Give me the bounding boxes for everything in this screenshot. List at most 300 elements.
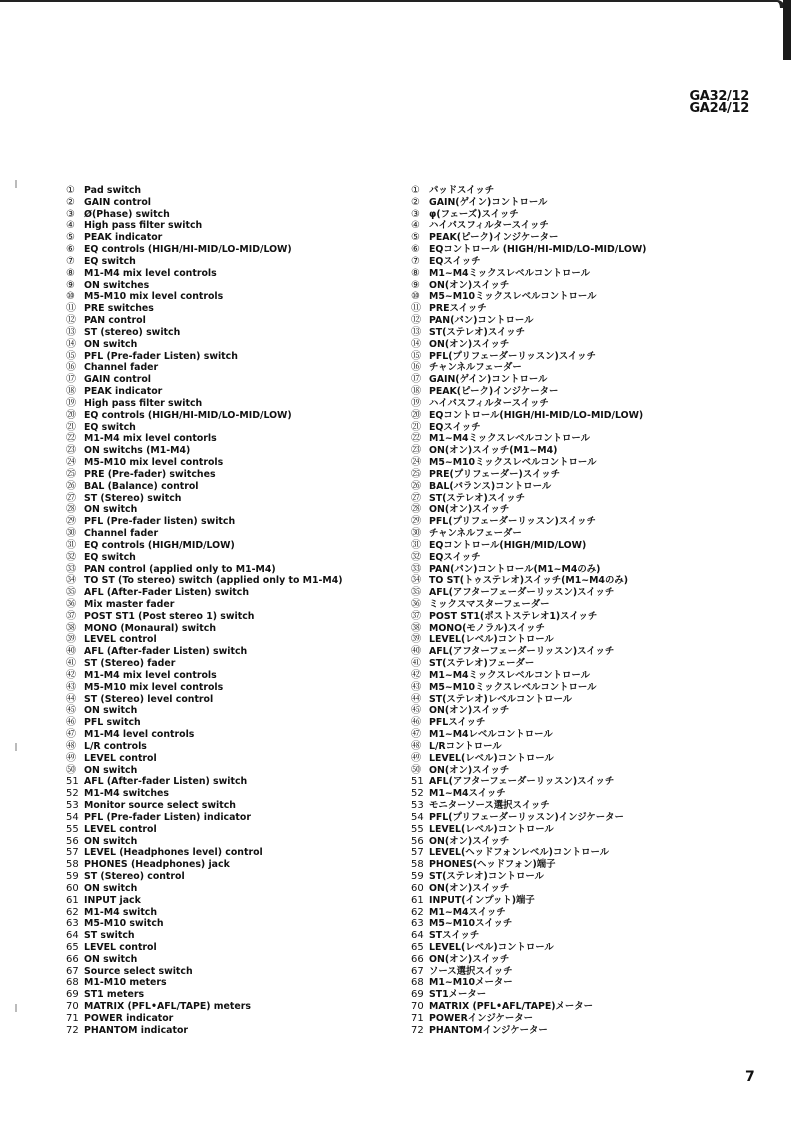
list-item (66, 729, 343, 741)
list-item (66, 776, 343, 788)
list-item (66, 185, 343, 197)
item-label: ON switch (84, 953, 138, 965)
item-label: LEVEL (Headphones level) control (84, 847, 263, 859)
list-item (411, 670, 646, 682)
item-label: M5~M10ミックスレベルコントロール (429, 457, 597, 469)
item-number: ㉖ (411, 480, 421, 492)
item-number: ㊹ (66, 693, 76, 705)
item-number: ㉒ (411, 433, 421, 445)
list-item (66, 374, 343, 386)
item-label: ST(ステレオ)フェーダー (429, 658, 535, 670)
item-label: PFL switch (84, 717, 141, 729)
item-label: Pad switch (84, 185, 142, 196)
list-item (66, 327, 343, 339)
item-label: M1-M4 mix level controls (84, 669, 217, 681)
list-item (411, 481, 646, 493)
item-label: EQスイッチ (429, 421, 481, 433)
item-label: PHONES (Headphones) jack (84, 859, 230, 871)
item-number: 68 (411, 977, 424, 989)
item-label: POST ST1 (Post stereo 1) switch (84, 610, 255, 622)
item-number: ⑧ (66, 267, 75, 279)
item-label: POWER indicator (84, 1012, 174, 1024)
list-item (66, 741, 343, 753)
list-item (411, 800, 646, 812)
list-item (411, 907, 646, 919)
list-item (66, 966, 343, 978)
item-number: ㊻ (411, 717, 421, 729)
item-number: ④ (411, 220, 420, 232)
item-number: ⑩ (66, 291, 75, 303)
item-label: M1~M4ミックスレベルコントロール (429, 433, 590, 445)
list-item (66, 457, 343, 469)
item-number: ⑤ (411, 232, 420, 244)
item-number: ⑫ (411, 315, 421, 327)
item-label: BAL (Balance) control (84, 480, 199, 492)
item-label: EQコントロール(HIGH/HI-MID/LO-MID/LOW) (429, 409, 644, 421)
item-label: LEVEL(レベル)コントロール (429, 823, 554, 835)
item-number: ㉗ (66, 492, 76, 504)
item-number: ㊶ (411, 658, 421, 670)
item-number: ㉞ (411, 575, 421, 587)
list-item (66, 611, 343, 623)
list-item (66, 445, 343, 457)
item-label: ST (Stereo) fader (84, 658, 176, 670)
list-item (411, 930, 646, 942)
item-label: ST (Stereo) switch (84, 492, 182, 504)
item-number: 54 (411, 811, 424, 823)
list-item (411, 398, 646, 410)
item-label: チャンネルフェーダー (429, 362, 522, 374)
list-item (66, 268, 343, 280)
list-item (66, 824, 343, 836)
list-item (411, 280, 646, 292)
item-label: PAN(パン)コントロール (429, 315, 534, 327)
item-number: 71 (66, 1012, 79, 1024)
item-number: ⑪ (66, 303, 76, 315)
item-number: ⑯ (411, 362, 421, 374)
list-item (66, 646, 343, 658)
list-item (411, 410, 646, 422)
list-item (411, 1013, 646, 1025)
list-item (411, 268, 646, 280)
item-label: PREスイッチ (429, 303, 487, 315)
item-label: M1-M4 switch (84, 906, 158, 918)
list-item (66, 682, 343, 694)
item-label: M1~M4スイッチ (429, 906, 506, 918)
item-label: LEVEL control (84, 942, 157, 953)
item-number: ⑩ (411, 291, 420, 303)
item-label: Ø(Phase) switch (84, 208, 170, 220)
item-number: ① (66, 185, 75, 196)
item-number: ㊱ (66, 598, 76, 610)
item-number: 59 (66, 871, 79, 883)
item-number: ㉟ (411, 587, 421, 599)
item-label: ST(ステレオ)コントロール (429, 871, 544, 883)
list-item (411, 327, 646, 339)
list-item (411, 362, 646, 374)
list-item (66, 422, 343, 434)
list-item (411, 197, 646, 209)
item-number: ⑳ (411, 409, 421, 421)
list-item (411, 942, 646, 954)
margin-mark (15, 1004, 17, 1012)
item-label: ST1メーター (429, 989, 487, 1001)
item-number: ⑨ (66, 279, 75, 291)
item-label: Source select switch (84, 965, 193, 977)
item-number: ⑰ (411, 374, 421, 386)
item-label: PFL(プリフェーダーリッスン)スイッチ (429, 516, 596, 528)
list-item (411, 339, 646, 351)
item-number: 58 (411, 859, 424, 871)
list-item (66, 954, 343, 966)
list-item (411, 185, 646, 197)
list-item (66, 232, 343, 244)
list-item (411, 989, 646, 1001)
item-label: M1~M10メーター (429, 977, 513, 989)
list-item (411, 977, 646, 989)
item-label: PFL(プリフェーダーリッスン)スイッチ (429, 350, 596, 362)
item-label: ON switch (84, 338, 138, 350)
item-number: ④ (66, 220, 75, 232)
item-number: ㊵ (411, 646, 421, 658)
item-number: 66 (66, 953, 79, 965)
list-item (411, 658, 646, 670)
item-number: ㊲ (411, 610, 421, 622)
list-item (411, 422, 646, 434)
list-item (66, 1001, 343, 1013)
list-item (66, 504, 343, 516)
list-item (411, 575, 646, 587)
list-item (411, 386, 646, 398)
item-label: ハイパスフィルタースイッチ (429, 397, 549, 409)
item-label: ON(オン)スイッチ (429, 338, 510, 350)
list-item (66, 812, 343, 824)
item-number: ㉖ (66, 480, 76, 492)
item-number: ㊷ (411, 669, 421, 681)
item-label: PFL (Pre-fader Listen) indicator (84, 811, 251, 823)
item-label: PAN(パン)コントロール(M1~M4のみ) (429, 563, 601, 575)
list-item (66, 907, 343, 919)
item-number: ⑰ (66, 374, 76, 386)
item-number: ㉜ (411, 551, 421, 563)
item-label: LEVEL(ヘッドフォンレベル)コントロール (429, 847, 610, 859)
item-number: ㉕ (66, 468, 76, 480)
item-label: M5-M10 switch (84, 918, 164, 930)
list-item (411, 753, 646, 765)
item-label: PRE (Pre-fader) switches (84, 468, 216, 480)
list-item (66, 859, 343, 871)
item-number: ⑭ (66, 338, 76, 350)
item-label: INPUT jack (84, 894, 141, 906)
item-label: M5~M10ミックスレベルコントロール (429, 291, 597, 303)
list-item (411, 209, 646, 221)
item-label: GAIN control (84, 196, 151, 208)
item-label: ON switch (84, 882, 138, 894)
list-item (411, 457, 646, 469)
list-item (411, 374, 646, 386)
item-number: ㊴ (66, 634, 76, 646)
japanese-parts-list (411, 185, 646, 1037)
item-number: 58 (66, 859, 79, 871)
list-item (411, 918, 646, 930)
item-label: LEVEL(レベル)コントロール (429, 634, 554, 646)
item-label: INPUT(インプット)端子 (429, 894, 535, 906)
list-item (411, 599, 646, 611)
list-item (66, 599, 343, 611)
list-item (66, 433, 343, 445)
item-label: LEVEL control (84, 634, 157, 646)
item-label: PHONES(ヘッドフォン)端子 (429, 859, 556, 871)
list-item (66, 280, 343, 292)
list-item (66, 493, 343, 505)
item-label: LEVEL control (84, 752, 157, 764)
item-number: ㉔ (411, 457, 421, 469)
item-label: M1-M10 meters (84, 977, 167, 989)
item-label: PEAK indicator (84, 232, 163, 244)
item-number: ㊼ (66, 729, 76, 741)
item-number: 59 (411, 871, 424, 883)
list-item (66, 658, 343, 670)
list-item (66, 989, 343, 1001)
page-top-rule (0, 0, 785, 8)
item-label: M1~M4スイッチ (429, 788, 506, 800)
list-item (411, 552, 646, 564)
item-label: POWERインジケーター (429, 1012, 534, 1024)
item-label: LEVEL control (84, 823, 157, 835)
item-label: MONO(モノラル)スイッチ (429, 622, 545, 634)
item-label: PRE(プリフェーダー)スイッチ (429, 468, 560, 480)
list-item (66, 788, 343, 800)
item-label: チャンネルフェーダー (429, 528, 522, 540)
item-label: M5~M10ミックスレベルコントロール (429, 681, 597, 693)
item-label: Channel fader (84, 528, 159, 540)
item-label: GAIN(ゲイン)コントロール (429, 196, 548, 208)
item-label: ON(オン)スイッチ (429, 705, 510, 717)
item-label: EQスイッチ (429, 551, 481, 563)
list-item (411, 528, 646, 540)
item-label: φ(フェーズ)スイッチ (429, 208, 519, 220)
list-item (66, 339, 343, 351)
item-number: ㊹ (411, 693, 421, 705)
item-number: ㊶ (66, 658, 76, 670)
list-item (66, 670, 343, 682)
list-item (411, 741, 646, 753)
item-number: ㉛ (66, 539, 76, 551)
item-number: ⑭ (411, 338, 421, 350)
item-number: ⑫ (66, 315, 76, 327)
item-label: AFL(アフターフェーダーリッスン)スイッチ (429, 776, 615, 788)
item-label: PEAK(ピーク)インジケーター (429, 386, 559, 398)
item-number: ⑤ (66, 232, 75, 244)
list-item (411, 623, 646, 635)
item-number: ㊸ (66, 681, 76, 693)
item-label: PRE switches (84, 303, 154, 315)
english-parts-list (66, 185, 343, 1037)
item-number: ㉓ (66, 445, 76, 457)
item-number: 55 (66, 823, 79, 835)
item-number: ㉙ (66, 516, 76, 528)
item-label: ミックスマスターフェーダー (429, 598, 550, 610)
item-number: 60 (411, 882, 424, 894)
item-number: ㊵ (66, 646, 76, 658)
item-label: L/Rコントロール (429, 740, 502, 752)
list-item (411, 1001, 646, 1013)
item-number: 53 (411, 800, 424, 812)
item-number: 67 (411, 965, 424, 977)
item-number: 62 (66, 906, 79, 918)
item-number: ㉔ (66, 457, 76, 469)
list-item (411, 646, 646, 658)
item-label: AFL (After-fader Listen) switch (84, 776, 248, 788)
item-number: ㊽ (411, 740, 421, 752)
item-label: ON(オン)スイッチ (429, 279, 510, 291)
list-item (411, 540, 646, 552)
list-item (411, 859, 646, 871)
item-number: ⑥ (411, 244, 420, 256)
item-number: ㊱ (411, 598, 421, 610)
list-item (411, 717, 646, 729)
item-number: ㊾ (411, 752, 421, 764)
list-item (66, 516, 343, 528)
item-number: ① (411, 185, 420, 196)
item-label: High pass filter switch (84, 397, 203, 409)
item-label: BAL(バランス)コントロール (429, 480, 552, 492)
item-label: M1-M4 mix level contorls (84, 433, 217, 445)
item-label: EQ switch (84, 255, 136, 267)
list-item (66, 410, 343, 422)
list-item (66, 575, 343, 587)
item-label: MATRIX (PFL•AFL/TAPE) meters (84, 1001, 251, 1013)
item-number: 51 (411, 776, 424, 788)
list-item (411, 824, 646, 836)
item-label: ON(オン)スイッチ (429, 835, 510, 847)
page-number: 7 (745, 1069, 755, 1085)
item-number: 64 (66, 930, 79, 942)
item-number: ㉜ (66, 551, 76, 563)
item-label: PHANTOMインジケーター (429, 1024, 548, 1036)
item-number: 56 (411, 835, 424, 847)
list-item (66, 930, 343, 942)
item-label: ST (stereo) switch (84, 326, 181, 338)
list-item (66, 871, 343, 883)
item-number: ⑦ (66, 255, 75, 267)
list-item (66, 587, 343, 599)
list-item (411, 587, 646, 599)
list-item (66, 351, 343, 363)
item-label: M1-M4 mix level controls (84, 267, 217, 279)
item-label: Channel fader (84, 362, 159, 374)
list-item (66, 303, 343, 315)
list-item (66, 836, 343, 848)
item-label: PFL (Pre-fader listen) switch (84, 516, 236, 528)
item-label: POST ST1(ポストステレオ1)スイッチ (429, 610, 598, 622)
item-number: 64 (411, 930, 424, 942)
item-number: ㉕ (411, 468, 421, 480)
list-item (411, 788, 646, 800)
item-number: 52 (411, 788, 424, 800)
item-number: ⑪ (411, 303, 421, 315)
list-item (66, 942, 343, 954)
list-item (411, 516, 646, 528)
list-item (66, 694, 343, 706)
list-item (66, 256, 343, 268)
item-label: LEVEL(レベル)コントロール (429, 942, 554, 953)
item-number: 52 (66, 788, 79, 800)
item-number: 72 (66, 1024, 79, 1036)
list-item (66, 197, 343, 209)
item-label: GAIN control (84, 374, 151, 386)
item-number: ㊺ (411, 705, 421, 717)
item-label: ハイパスフィルタースイッチ (429, 220, 549, 232)
item-number: 63 (66, 918, 79, 930)
list-item (66, 634, 343, 646)
item-number: 61 (411, 894, 424, 906)
item-number: ⑱ (66, 386, 76, 398)
item-number: ② (411, 196, 420, 208)
item-number: ㊽ (66, 740, 76, 752)
item-number: ⑦ (411, 255, 420, 267)
item-label: PFLスイッチ (429, 717, 486, 729)
list-item (411, 634, 646, 646)
item-label: ON switch (84, 764, 138, 776)
list-item (66, 623, 343, 635)
item-label: M5-M10 mix level controls (84, 681, 224, 693)
item-number: 56 (66, 835, 79, 847)
item-label: ON switch (84, 835, 138, 847)
item-label: AFL(アフターフェーダーリッスン)スイッチ (429, 646, 615, 658)
list-item (66, 220, 343, 232)
list-item (66, 540, 343, 552)
item-number: 68 (66, 977, 79, 989)
item-number: 65 (66, 942, 79, 953)
item-label: EQ switch (84, 551, 136, 563)
item-number: 55 (411, 823, 424, 835)
item-label: Monitor source select switch (84, 800, 236, 812)
item-number: ⑥ (66, 244, 75, 256)
item-label: ソース選択スイッチ (429, 965, 513, 977)
item-label: PHANTOM indicator (84, 1024, 189, 1036)
model-header (689, 91, 749, 115)
item-label: ST (Stereo) control (84, 871, 185, 883)
list-item (411, 883, 646, 895)
list-item (411, 694, 646, 706)
item-number: 69 (66, 989, 79, 1001)
item-label: ST1 meters (84, 989, 145, 1001)
item-number: ㉚ (411, 528, 421, 540)
list-item (411, 445, 646, 457)
list-item (66, 386, 343, 398)
item-label: EQコントロール (HIGH/HI-MID/LO-MID/LOW) (429, 244, 647, 256)
item-label: EQ controls (HIGH/HI-MID/LO-MID/LOW) (84, 409, 292, 421)
list-item (411, 966, 646, 978)
item-label: LEVEL(レベル)コントロール (429, 752, 554, 764)
item-number: 71 (411, 1012, 424, 1024)
item-number: ㊾ (66, 752, 76, 764)
list-item (66, 895, 343, 907)
item-number: ㊺ (66, 705, 76, 717)
item-number: ③ (411, 208, 420, 220)
list-item (66, 528, 343, 540)
item-number: 60 (66, 882, 79, 894)
item-label: EQスイッチ (429, 255, 481, 267)
list-item (411, 812, 646, 824)
list-item (411, 776, 646, 788)
item-label: ON(オン)スイッチ (429, 764, 510, 776)
item-number: ㊲ (66, 610, 76, 622)
list-item (411, 315, 646, 327)
item-label: ON switches (84, 279, 150, 291)
list-item (411, 493, 646, 505)
